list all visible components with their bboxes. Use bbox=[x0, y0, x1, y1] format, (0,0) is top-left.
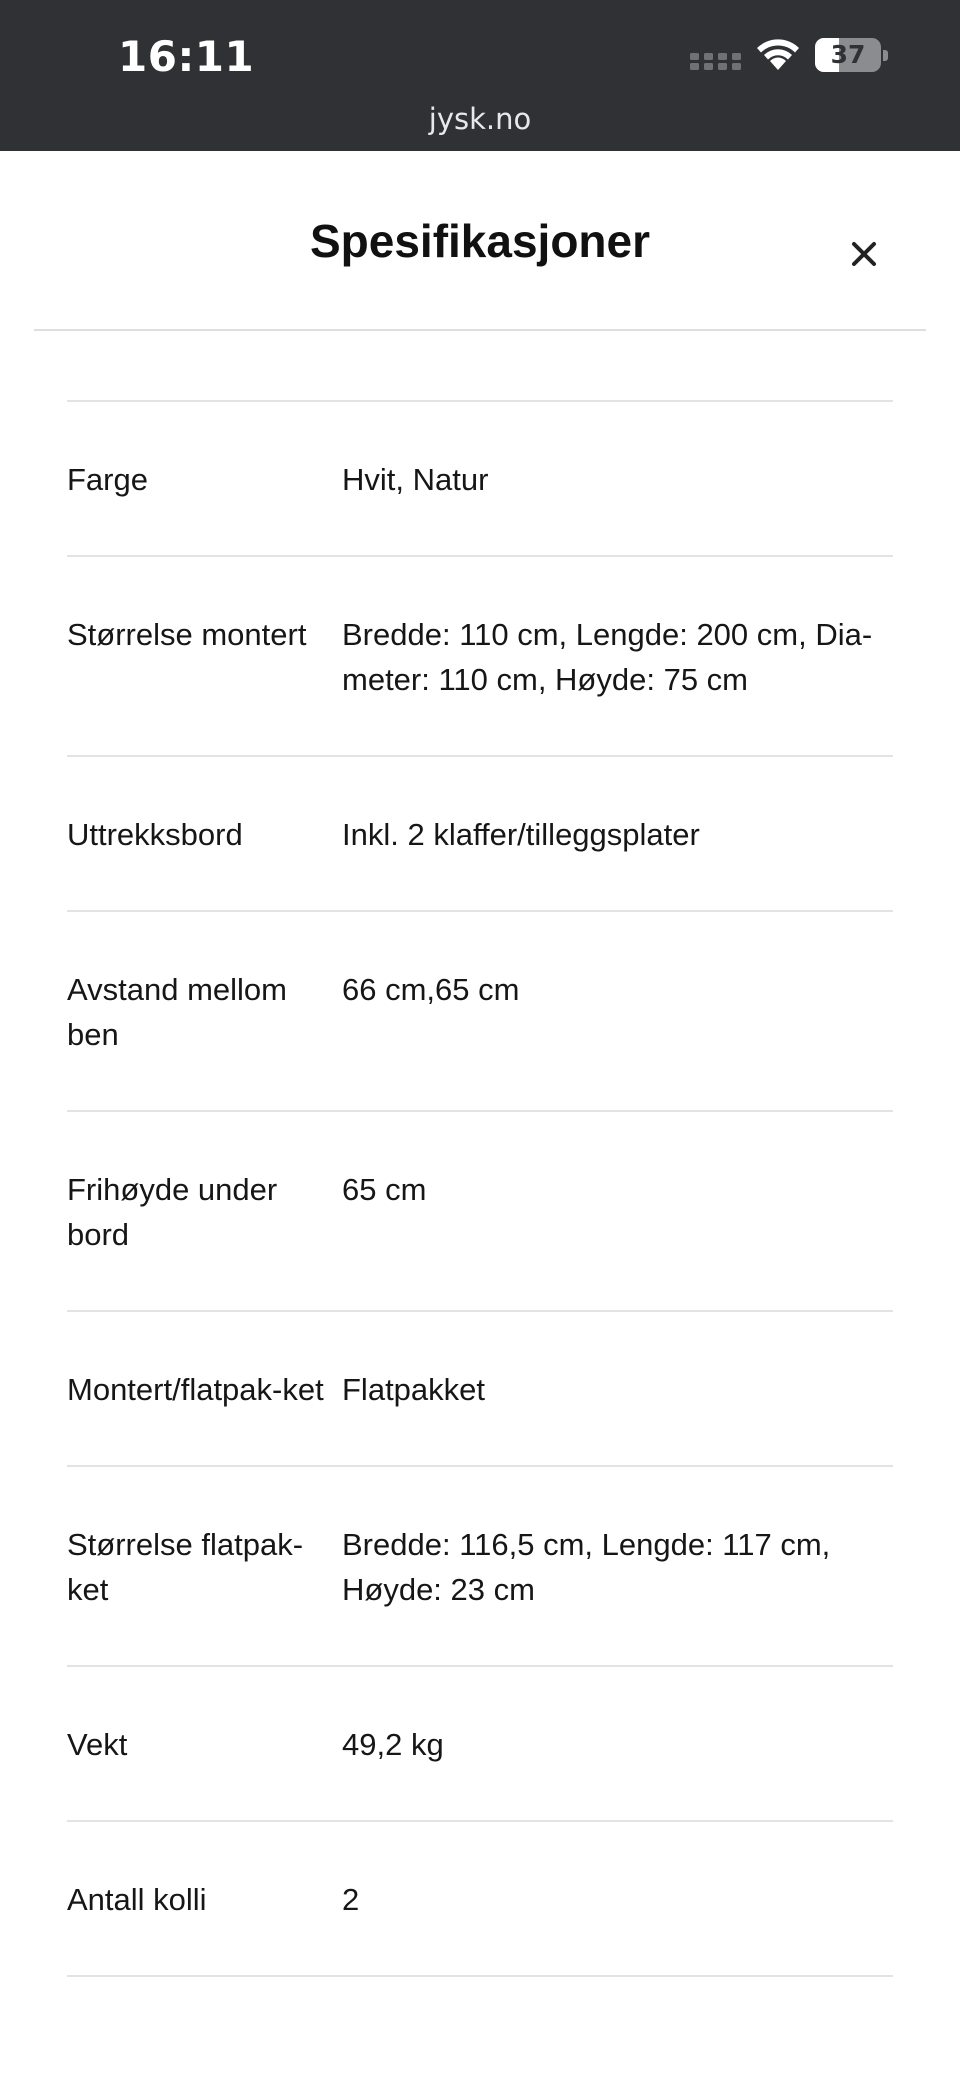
spec-row bbox=[67, 1312, 893, 1467]
spec-value: Flatpakket bbox=[342, 1372, 486, 1407]
modal-header bbox=[34, 151, 926, 331]
spec-row bbox=[67, 1467, 893, 1667]
spec-label: Avstand mellom ben bbox=[67, 972, 287, 1052]
spec-row bbox=[67, 757, 893, 912]
spec-label: Frihøyde under bord bbox=[67, 1172, 278, 1252]
spec-row bbox=[67, 402, 893, 557]
spec-value: 2 bbox=[342, 1882, 360, 1917]
battery-body bbox=[815, 38, 881, 72]
spec-value: Inkl. 2 klaffer/tilleggsplater bbox=[342, 817, 700, 852]
address-url[interactable]: jysk.no bbox=[428, 102, 532, 136]
wifi-icon bbox=[755, 38, 801, 72]
spec-label: Størrelse flatpak-ket bbox=[67, 1527, 304, 1607]
battery-icon bbox=[815, 38, 889, 72]
spec-row bbox=[67, 912, 893, 1112]
close-button[interactable] bbox=[834, 224, 894, 284]
spec-row bbox=[67, 1822, 893, 1977]
signal-icon bbox=[690, 50, 742, 72]
spec-value: Hvit, Natur bbox=[342, 462, 489, 497]
spec-value: Bredde: 110 cm, Lengde: 200 cm, Dia-meter: 110 cm, Høyde: 75 cm bbox=[342, 617, 873, 697]
modal-title: Spesifikasjoner bbox=[309, 215, 651, 267]
spec-row bbox=[67, 1112, 893, 1312]
status-bar bbox=[0, 0, 960, 151]
battery-nub bbox=[883, 50, 888, 61]
spec-label: Størrelse montert bbox=[67, 617, 307, 652]
spec-value: 66 cm,65 cm bbox=[342, 972, 520, 1007]
spec-value: Bredde: 116,5 cm, Lengde: 117 cm, Høyde: 23 cm bbox=[342, 1527, 831, 1607]
status-time: 16:11 bbox=[118, 32, 255, 81]
spec-list bbox=[67, 400, 893, 1977]
spec-label: Farge bbox=[67, 462, 148, 497]
spec-value: 49,2 kg bbox=[342, 1727, 444, 1762]
spec-row bbox=[67, 557, 893, 757]
spec-label: Uttrekksbord bbox=[67, 817, 243, 852]
spec-row bbox=[67, 1667, 893, 1822]
close-icon bbox=[850, 240, 878, 268]
spec-label: Antall kolli bbox=[67, 1882, 207, 1917]
spec-value: 65 cm bbox=[342, 1172, 427, 1207]
spec-label: Vekt bbox=[67, 1727, 128, 1762]
spec-label: Montert/flatpak-ket bbox=[67, 1372, 324, 1407]
battery-level: 37 bbox=[830, 40, 866, 69]
